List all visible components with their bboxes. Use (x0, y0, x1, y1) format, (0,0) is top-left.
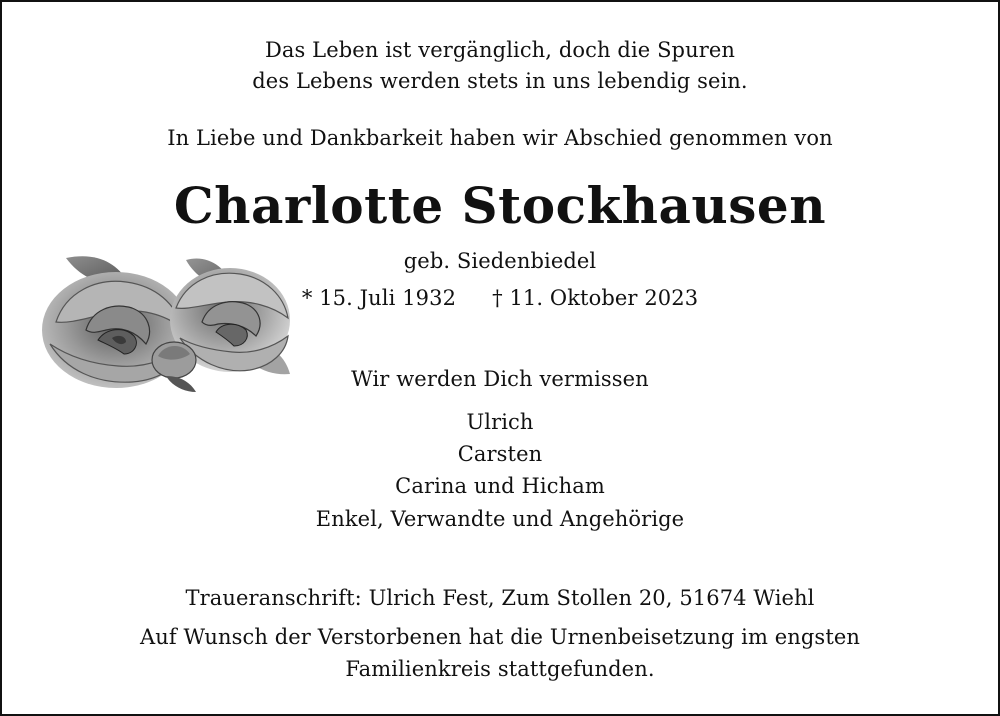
birth-date: * 15. Juli 1932 (301, 286, 457, 310)
verse-line-1: Das Leben ist vergänglich, doch die Spuren (264, 38, 736, 62)
verse-line-2: des Lebens werden stets in uns lebendig sein. (252, 69, 748, 93)
mourning-address: Traueranschrift: Ulrich Fest, Zum Stollen 20, 51674 Wiehl (185, 586, 815, 610)
miss-line: Wir werden Dich vermissen (351, 367, 649, 391)
intro-text: In Liebe und Dankbarkeit haben wir Abschied genommen von (167, 126, 833, 150)
roses-illustration (36, 252, 292, 400)
maiden-name: geb. Siedenbiedel (403, 249, 597, 273)
closing-line-1: Auf Wunsch der Verstorbenen hat die Urnenbeisetzung im engsten (139, 625, 861, 649)
mourner-2: Carsten (457, 442, 543, 466)
death-date: † 11. Oktober 2023 (492, 286, 699, 310)
closing-line-2: Familienkreis stattgefunden. (345, 657, 655, 681)
mourner-4: Enkel, Verwandte und Angehörige (315, 507, 685, 531)
mourner-3: Carina und Hicham (395, 474, 605, 498)
deceased-name: Charlotte Stockhausen (173, 176, 827, 235)
mourner-1: Ulrich (466, 410, 534, 434)
